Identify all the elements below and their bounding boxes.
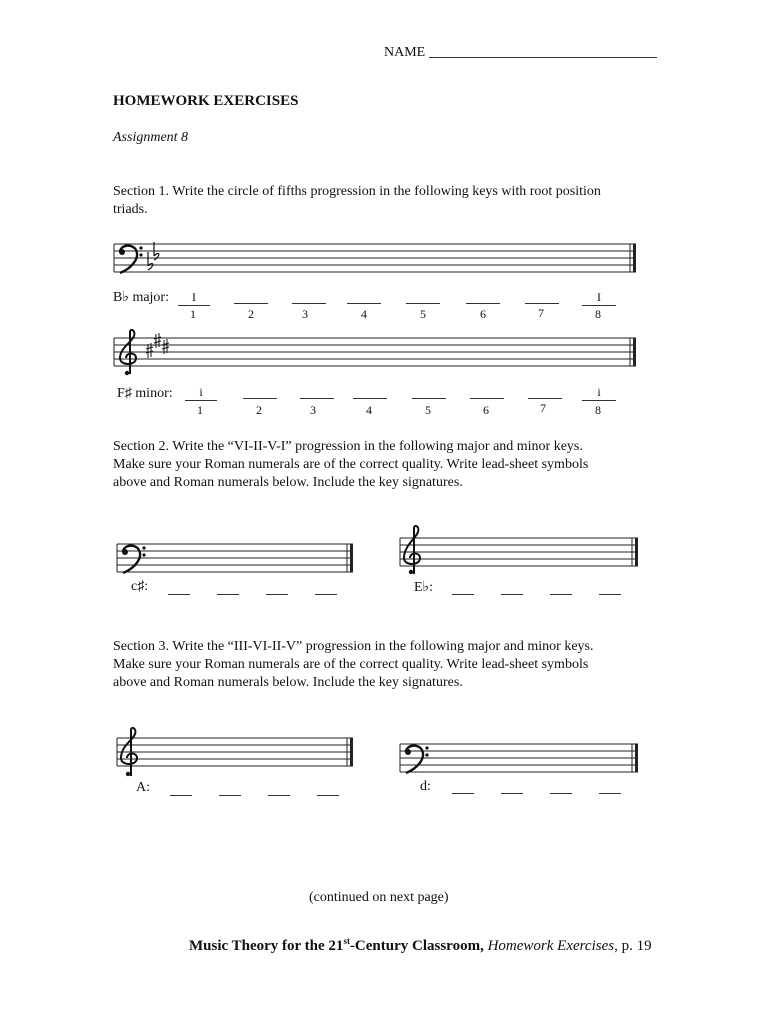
roman-blank[interactable] xyxy=(266,594,288,595)
roman-blank-7[interactable] xyxy=(525,303,559,304)
roman-blank-5[interactable] xyxy=(406,303,440,304)
roman-blank[interactable] xyxy=(550,594,572,595)
roman-blank-4[interactable] xyxy=(353,398,387,399)
degree-number: 5 xyxy=(420,307,426,321)
roman-blank-8[interactable]: i xyxy=(582,385,616,401)
section1-line1: Section 1. Write the circle of fifths progression in the following keys with root position xyxy=(113,184,601,199)
roman-blank[interactable] xyxy=(599,594,621,595)
roman-blank-1[interactable]: i xyxy=(185,385,217,401)
roman-blank-8[interactable]: I xyxy=(582,290,616,306)
degree-number: 8 xyxy=(595,307,601,321)
roman-blank[interactable] xyxy=(452,594,474,595)
section3-staff-left[interactable] xyxy=(113,726,355,778)
section2-line2: Make sure your Roman numerals are of the correct quality. Write lead-sheet symbols xyxy=(113,457,589,472)
degree-number: 6 xyxy=(483,403,489,417)
treble-clef-icon xyxy=(404,526,420,574)
roman-blank[interactable] xyxy=(599,793,621,794)
flat-sign-icon xyxy=(148,242,159,270)
roman-blank[interactable] xyxy=(268,795,290,796)
section3-instructions xyxy=(113,638,653,692)
section2-instructions xyxy=(113,438,653,492)
section1-staff-treble[interactable] xyxy=(110,328,640,376)
roman-blank-3[interactable] xyxy=(292,303,326,304)
page-footer xyxy=(189,936,652,955)
book-subtitle: Homework Exercises xyxy=(487,938,615,954)
roman-blank-5[interactable] xyxy=(412,398,446,399)
roman-blank[interactable] xyxy=(452,793,474,794)
degree-number: 3 xyxy=(302,307,308,321)
roman-blank-3[interactable] xyxy=(300,398,334,399)
roman-blank[interactable] xyxy=(170,795,192,796)
section2-line3: above and Roman numerals below. Include the key signatures. xyxy=(113,475,463,490)
section2-line1: Section 2. Write the “VI-II-V-I” progression in the following major and minor keys. xyxy=(113,439,583,454)
roman-blank-6[interactable] xyxy=(466,303,500,304)
section3-line3: above and Roman numerals below. Include the key signatures. xyxy=(113,675,463,690)
roman-blank[interactable] xyxy=(315,594,337,595)
bass-clef-icon xyxy=(122,546,146,573)
roman-blank-4[interactable] xyxy=(347,303,381,304)
degree-number: 1 xyxy=(190,307,196,321)
degree-number: 4 xyxy=(366,403,372,417)
roman-blank-2[interactable] xyxy=(234,303,268,304)
section2-right-key: E♭: xyxy=(414,580,434,595)
degree-number: 4 xyxy=(361,307,367,321)
bass-clef-icon xyxy=(405,746,429,773)
treble-clef-icon xyxy=(120,330,136,375)
degree-number: 7 xyxy=(538,306,544,320)
roman-blank[interactable] xyxy=(168,594,190,595)
bass-clef-icon xyxy=(119,246,143,273)
section1-key-label-1: B♭ major: xyxy=(113,290,169,305)
roman-blank-6[interactable] xyxy=(470,398,504,399)
degree-number: 8 xyxy=(595,403,601,417)
name-field[interactable] xyxy=(384,44,657,61)
name-label: NAME xyxy=(384,45,426,60)
degree-number: 6 xyxy=(480,307,486,321)
book-title-a: Music Theory for the 21 xyxy=(189,938,344,954)
roman-blank-2[interactable] xyxy=(243,398,277,399)
degree-number: 3 xyxy=(310,403,316,417)
roman-blank-7[interactable] xyxy=(528,398,562,399)
roman-blank-1[interactable]: I xyxy=(178,290,210,306)
degree-number: 5 xyxy=(425,403,431,417)
assignment-label: Assignment 8 xyxy=(113,130,189,145)
section2-staff-right[interactable] xyxy=(396,524,640,574)
roman-blank[interactable] xyxy=(217,594,239,595)
roman-blank[interactable] xyxy=(317,795,339,796)
continued-note: (continued on next page) xyxy=(309,890,449,905)
section2-left-key: c♯: xyxy=(131,579,149,594)
roman-blank[interactable] xyxy=(501,594,523,595)
page-title: HOMEWORK EXERCISES xyxy=(113,93,299,109)
name-underline[interactable] xyxy=(429,44,657,58)
section1-line2: triads. xyxy=(113,202,148,217)
section3-line1: Section 3. Write the “III-VI-II-V” progression in the following major and minor keys. xyxy=(113,639,594,654)
degree-number: 2 xyxy=(248,307,254,321)
section3-staff-right[interactable] xyxy=(396,740,640,774)
section1-instructions xyxy=(113,183,653,219)
section3-left-key: A: xyxy=(136,780,150,795)
page-number: , p. 19 xyxy=(614,938,652,954)
section3-right-key: d: xyxy=(420,779,431,794)
section1-key-label-2: F♯ minor: xyxy=(117,386,173,401)
section2-staff-left[interactable] xyxy=(113,540,355,574)
degree-number: 7 xyxy=(540,401,546,415)
roman-blank[interactable] xyxy=(501,793,523,794)
section1-staff-bass[interactable] xyxy=(110,238,640,276)
book-title-b: -Century Classroom, xyxy=(349,938,484,954)
book-title-sup: st xyxy=(343,936,350,946)
degree-number: 1 xyxy=(197,403,203,417)
section3-line2: Make sure your Roman numerals are of the correct quality. Write lead-sheet symbols xyxy=(113,657,589,672)
roman-blank[interactable] xyxy=(219,795,241,796)
degree-number: 2 xyxy=(256,403,262,417)
roman-blank[interactable] xyxy=(550,793,572,794)
